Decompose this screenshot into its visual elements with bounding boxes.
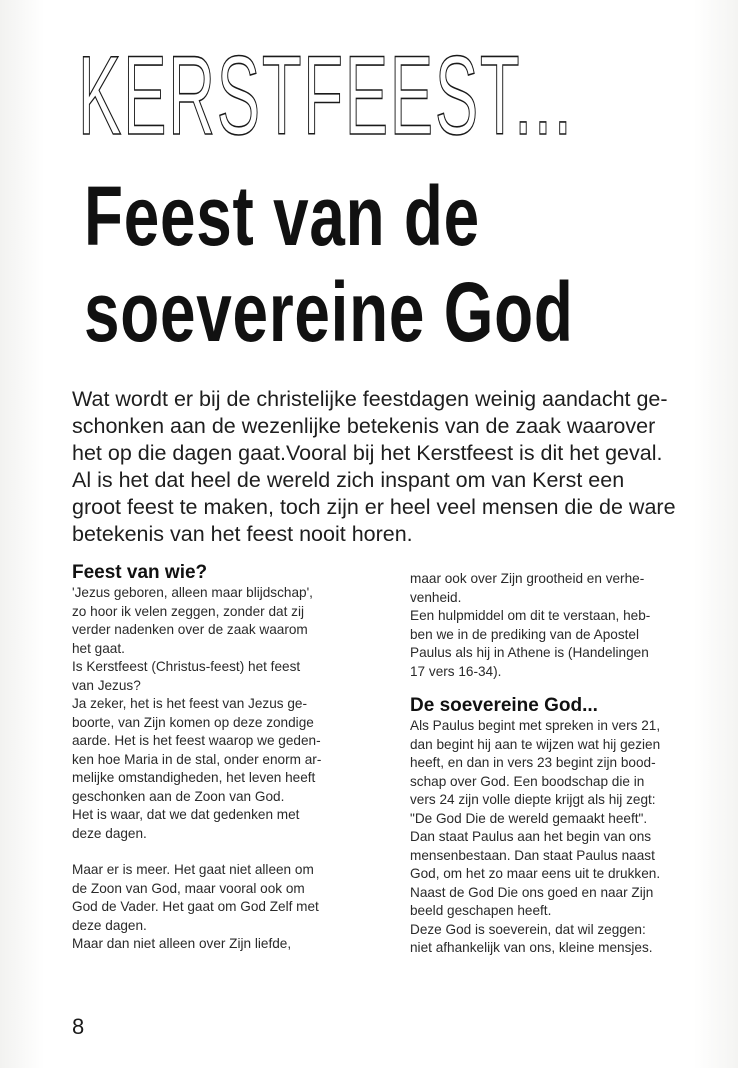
text-line: Het is waar, dat we dat gedenken met — [72, 807, 300, 822]
left-paragraph-1 — [72, 584, 388, 843]
text-line: Naast de God Die ons goed en naar Zijn — [410, 884, 654, 900]
text-line: Deze God is soeverein, dat wil zeggen: — [410, 921, 646, 937]
text-line: God, om het zo maar eens uit te drukken. — [410, 866, 661, 881]
intro-line: groot feest te maken, toch zijn er heel veel mensen die de ware — [72, 495, 676, 519]
text-line: Dan staat Paulus aan het begin van ons — [410, 829, 652, 844]
text-line: zo hoor ik velen zeggen, zonder dat zij — [72, 603, 304, 619]
text-line: Paulus als hij in Athene is (Handelingen — [410, 645, 649, 660]
left-column — [72, 562, 388, 954]
text-line: Maar er is meer. Het gaat niet alleen om — [72, 862, 314, 877]
text-line: dan begint hij aan te wijzen wat hij gezien — [410, 736, 661, 752]
intro-paragraph — [72, 386, 712, 548]
text-line: vers 24 zijn volle diepte krijgt als hij zegt: — [410, 792, 656, 807]
text-line: Maar dan niet alleen over Zijn liefde, — [72, 936, 292, 951]
text-line: het gaat. — [72, 640, 125, 656]
text-line: venheid. — [410, 589, 462, 605]
article-title-line-1: Feest van de — [84, 169, 480, 263]
right-paragraph-1 — [410, 570, 726, 681]
page-number: 8 — [72, 1014, 85, 1039]
intro-line: het op die dagen gaat.Vooral bij het Kerstfeest is dit het geval. — [72, 441, 663, 465]
article-title — [84, 168, 574, 360]
text-line: aarde. Het is het feest waarop we geden- — [72, 733, 321, 748]
text-line: deze dagen. — [72, 917, 147, 933]
text-line: beeld geschapen heeft. — [410, 903, 552, 918]
intro-line: betekenis van het feest nooit horen. — [72, 522, 413, 546]
text-line: "De God Die de wereld gemaakt heeft". — [410, 810, 648, 826]
intro-line: Wat wordt er bij de christelijke feestdagen weinig aandacht ge- — [72, 387, 668, 411]
text-line: verder nadenken over de zaak waarom — [72, 622, 308, 637]
text-line: de Zoon van God, maar vooral ook om — [72, 880, 305, 896]
text-line: maar ook over Zijn grootheid en verhe- — [410, 571, 645, 586]
section-heading-soevereine-god: De soevereine God... — [410, 695, 598, 716]
text-line: mensenbestaan. Dan staat Paulus naast — [410, 847, 655, 863]
text-line: God de Vader. Het gaat om God Zelf met — [72, 899, 319, 914]
text-line: heeft, en dan in vers 23 begint zijn bood- — [410, 755, 656, 770]
paragraph-spacer — [72, 843, 388, 861]
text-line: deze dagen. — [72, 825, 147, 841]
right-column — [410, 570, 726, 958]
left-paragraph-2 — [72, 861, 388, 954]
text-line: Ja zeker, het is het feest van Jezus ge- — [72, 696, 307, 711]
text-line: schap over God. Een boodschap die in — [410, 773, 645, 789]
text-line: ken hoe Maria in de stal, onder enorm ar- — [72, 751, 322, 767]
text-line: Is Kerstfeest (Christus-feest) het feest — [72, 659, 301, 674]
intro-line: Al is het dat heel de wereld zich inspant om van Kerst een — [72, 468, 625, 492]
text-line: melijke omstandigheden, het leven heeft — [72, 770, 316, 785]
intro-line: schonken aan de wezenlijke betekenis van de zaak waarover — [72, 414, 656, 438]
text-line: 'Jezus geboren, alleen maar blijdschap', — [72, 585, 313, 600]
text-line: niet afhankelijk van ons, kleine mensjes. — [410, 940, 653, 955]
text-line: geschonken aan de Zoon van God. — [72, 788, 285, 804]
text-line: 17 vers 16-34). — [410, 663, 502, 679]
text-line: Een hulpmiddel om dit te verstaan, heb- — [410, 608, 651, 623]
right-paragraph-2 — [410, 717, 726, 958]
text-line: van Jezus? — [72, 677, 141, 693]
text-line: ben we in de prediking van de Apostel — [410, 626, 639, 642]
article-title-line-2: soevereine God — [84, 265, 574, 359]
paragraph-spacer — [410, 681, 726, 695]
header-outline-title: KERSTFEEST... — [78, 33, 574, 158]
text-line: Als Paulus begint met spreken in vers 21, — [410, 718, 661, 733]
section-heading-feest-van-wie: Feest van wie? — [72, 562, 208, 583]
text-line: boorte, van Zijn komen op deze zondige — [72, 714, 314, 730]
